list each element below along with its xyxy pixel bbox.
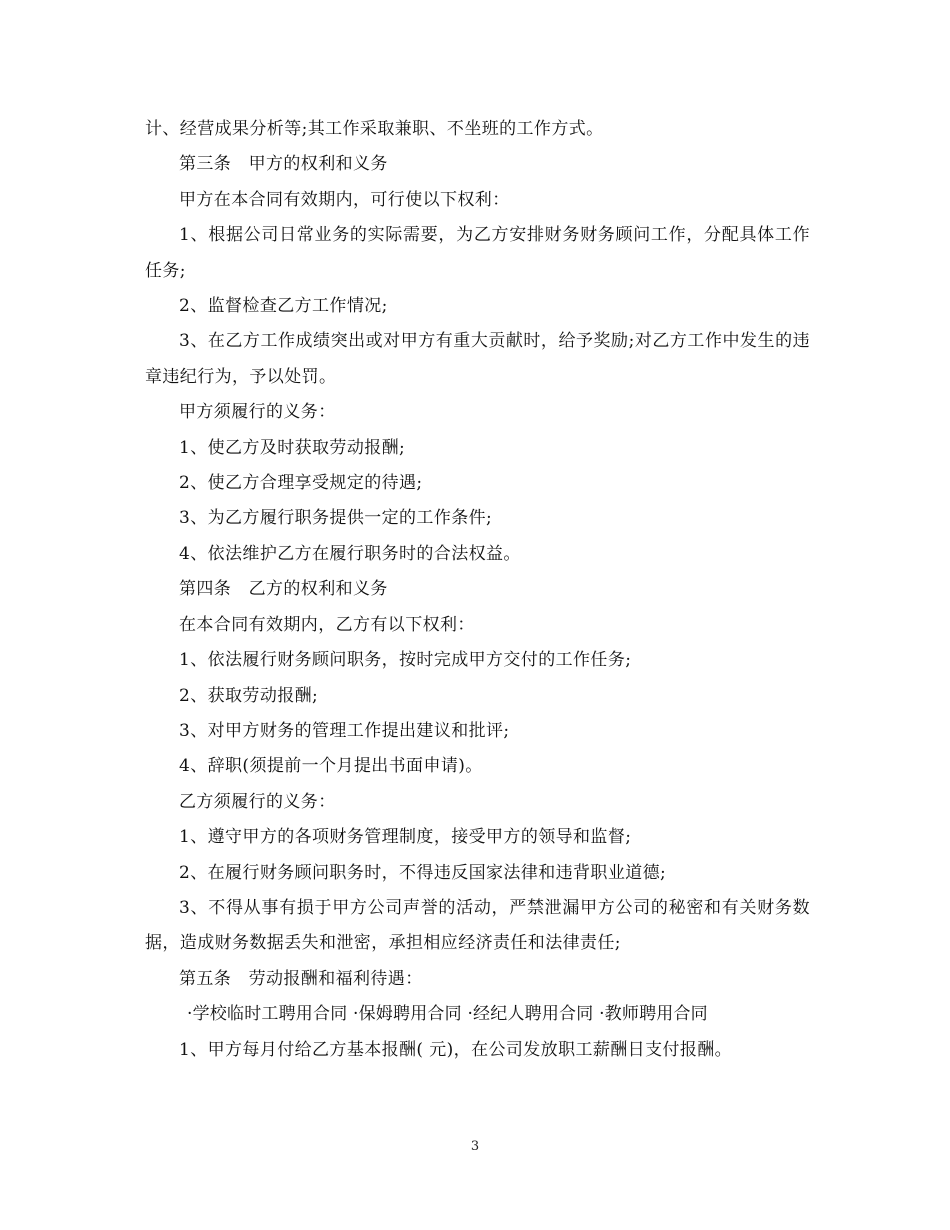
paragraph: 计、经营成果分析等;其工作采取兼职、不坐班的工作方式。 [145, 119, 604, 139]
related-link-teacher-contract[interactable]: ·教师聘用合同 [599, 1004, 708, 1025]
list-item: 1、根据公司日常业务的实际需要，为乙方安排财务财务顾问工作，分配具体工作任务; [145, 225, 810, 281]
list-item: 4、依法维护乙方在履行职务时的合法权益。 [179, 543, 521, 564]
paragraph: 在本合同有效期内，乙方有以下权利： [179, 614, 475, 635]
related-link-temp-worker-contract[interactable]: ·学校临时工聘用合同 [187, 1004, 348, 1025]
list-item: 2、获取劳动报酬; [179, 685, 319, 706]
list-item: 2、监督检查乙方工作情况; [179, 296, 388, 317]
list-item: 2、使乙方合理享受规定的待遇; [179, 473, 423, 494]
list-item: 1、使乙方及时获取劳动报酬; [179, 437, 406, 458]
list-item: 4、辞职(须提前一个月提出书面申请)。 [179, 756, 483, 777]
related-links [145, 997, 810, 1032]
list-item: 3、不得从事有损于甲方公司声誉的活动，严禁泄漏甲方公司的秘密和有关财务数据，造成财务数据丢失和泄密，承担相应经济责任和法律责任; [145, 897, 810, 954]
section-heading: 第三条 甲方的权利和义务 [179, 154, 388, 175]
section-heading: 第四条 乙方的权利和义务 [179, 579, 388, 600]
page-number: 3 [470, 1139, 480, 1154]
list-item: 3、在乙方工作成绩突出或对甲方有重大贡献时，给予奖励;对乙方工作中发生的违章违纪行为，予以处罚。 [145, 331, 810, 387]
list-item: 2、在履行财务顾问职务时，不得违反国家法律和违背职业道德; [179, 862, 667, 883]
list-item: 1、甲方每月付给乙方基本报酬( 元)，在公司发放职工薪酬日支付报酬。 [179, 1039, 733, 1060]
document-body [145, 112, 810, 1068]
section-heading: 第五条 劳动报酬和福利待遇： [179, 968, 423, 989]
related-link-agent-contract[interactable]: ·经纪人聘用合同 [467, 1004, 594, 1025]
related-link-nanny-contract[interactable]: ·保姆聘用合同 [353, 1004, 462, 1025]
paragraph: 甲方须履行的义务： [179, 402, 336, 423]
list-item: 3、为乙方履行职务提供一定的工作条件; [179, 508, 493, 529]
paragraph: 甲方在本合同有效期内，可行使以下权利： [179, 189, 510, 210]
list-item: 1、遵守甲方的各项财务管理制度，接受甲方的领导和监督; [179, 827, 632, 848]
paragraph: 乙方须履行的义务： [179, 791, 336, 812]
list-item: 1、依法履行财务顾问职务，按时完成甲方交付的工作任务; [179, 650, 632, 671]
list-item: 3、对甲方财务的管理工作提出建议和批评; [179, 720, 510, 741]
